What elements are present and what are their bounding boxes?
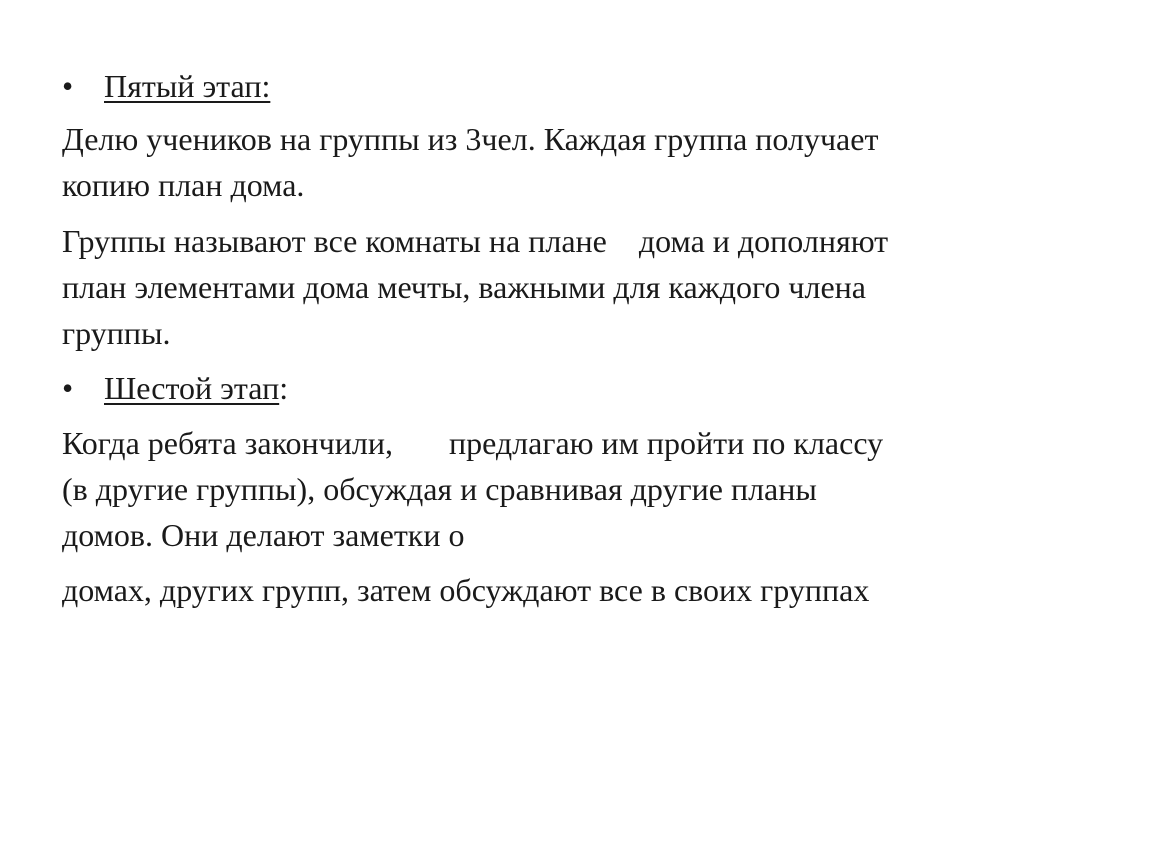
bullet-icon: • (62, 68, 74, 104)
stage6-paragraph-1 (62, 420, 1102, 558)
bullet-icon: • (62, 370, 74, 406)
text-line: домах, других групп, затем обсуждают все в своих группах (62, 572, 870, 608)
text-line: группы. (62, 315, 171, 351)
text-line: домов. Они делают заметки о (62, 517, 465, 553)
stage6-title-colon: : (279, 370, 289, 406)
stage5-paragraph-1 (62, 116, 1102, 208)
stage6-heading (62, 368, 288, 408)
stage5-title: Пятый этап: (104, 68, 271, 104)
text-line: (в другие группы), обсуждая и сравнивая другие планы (62, 471, 817, 507)
stage5-paragraph-2 (62, 218, 1102, 356)
text-line: Группы называют все комнаты на плане дома и дополняют (62, 223, 889, 259)
text-line: Когда ребята закончили, предлагаю им пройти по классу (62, 425, 884, 461)
stage6-paragraph-2 (62, 567, 1102, 613)
text-line: копию план дома. (62, 167, 305, 203)
text-line: Делю учеников на группы из 3чел. Каждая группа получает (62, 121, 879, 157)
stage5-heading (62, 66, 270, 106)
stage6-title: Шестой этап (104, 370, 280, 406)
text-line: план элементами дома мечты, важными для каждого члена (62, 269, 866, 305)
